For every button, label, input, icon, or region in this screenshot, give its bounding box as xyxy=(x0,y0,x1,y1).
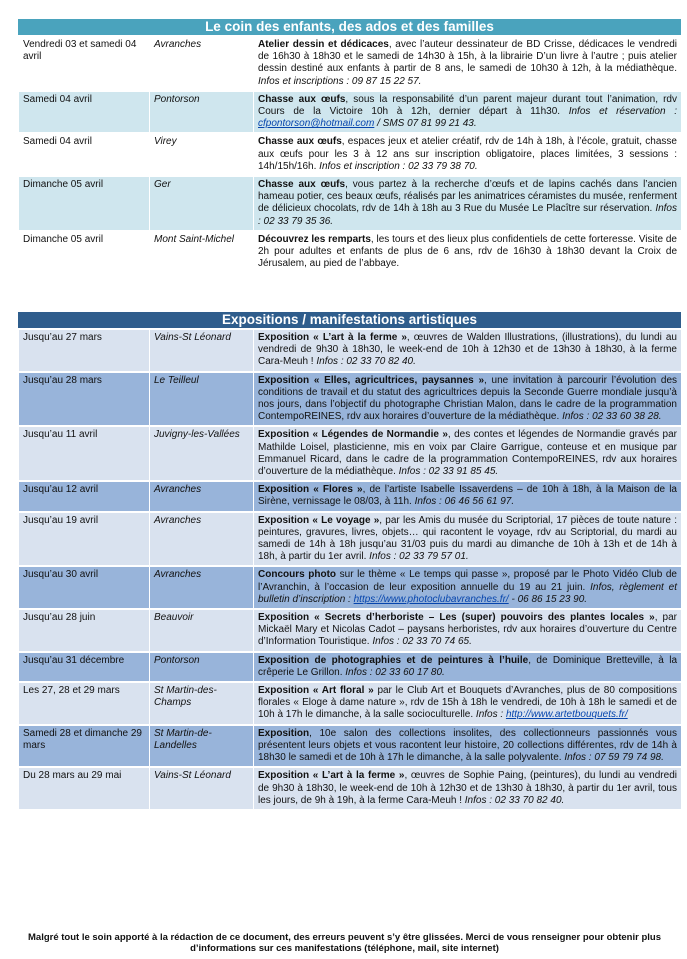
event-title: Découvrez les remparts xyxy=(258,233,371,245)
event-row xyxy=(19,512,682,567)
event-place: Vains-St Léonard xyxy=(150,767,254,809)
section-expositions xyxy=(18,312,681,809)
event-description xyxy=(254,767,682,809)
event-text: , de l’artiste Isabelle Issaverdens – de 10h à 18h, à la Maison de la Sirène, vernissage le 08/03, à 11h. xyxy=(258,484,677,508)
event-info: Infos : 02 33 60 38 28. xyxy=(562,411,662,423)
event-title: Exposition « L’art à la ferme » xyxy=(258,332,407,343)
event-place: St Martin-de-Landelles xyxy=(150,725,254,768)
event-place: Mont Saint-Michel xyxy=(150,231,254,273)
event-place: Le Teilleul xyxy=(150,372,254,427)
event-place: St Martin-des-Champs xyxy=(150,682,254,725)
event-info: Infos : 06 46 56 61 97. xyxy=(414,496,515,508)
event-info-extra: / SMS 07 81 99 21 43. xyxy=(374,118,477,130)
event-title: Chasse aux œufs xyxy=(258,136,342,148)
event-description xyxy=(254,512,682,567)
event-info: Infos : xyxy=(475,709,506,721)
event-description xyxy=(254,481,682,511)
event-text: , par Mickaël Mary et Nicolas Cadot – paysans herboristes, rdv aux horaires d’ouverture du Centre d’Information Touristique. xyxy=(258,612,677,648)
event-row xyxy=(19,176,682,231)
event-text: , œuvres de Sophie Paing, (peintures), du lundi au vendredi de 9h30 à 18h30, le week-end de 10h à 12h30 et de 13h30 à 18h30, à partir du 1er avril, tous les jours, de 9h à 19h, à la ferme Cara-Meuh ! xyxy=(258,770,677,806)
event-title: Exposition « L’art à la ferme » xyxy=(258,770,405,782)
event-date: Jusqu’au 28 mars xyxy=(19,372,150,427)
section-title-expositions: Expositions / manifestations artistiques xyxy=(18,312,681,328)
event-info: Infos et inscription : 02 33 79 38 70. xyxy=(319,160,478,172)
event-date: Dimanche 05 avril xyxy=(19,231,150,273)
event-place: Pontorson xyxy=(150,91,254,134)
event-date: Jusqu’au 28 juin xyxy=(19,609,150,652)
event-description xyxy=(254,725,682,768)
event-description xyxy=(254,426,682,481)
disclaimer-footer: Malgré tout le soin apporté à la rédaction de ce document, des erreurs peuvent s’y être glissées. Merci de vous renseigner pour obtenir plus d’informations sur ces manifestations (téléphone, mail, site internet) xyxy=(28,932,661,954)
event-description xyxy=(254,652,682,682)
event-date: Jusqu’au 30 avril xyxy=(19,566,150,609)
event-info: Infos : 02 33 70 82 40. xyxy=(464,794,565,806)
event-text: , de Dominique Bretteville, à la crêperie Le Grillon. xyxy=(258,654,678,678)
event-link[interactable]: http://www.artetbouquets.fr/ xyxy=(505,709,628,721)
event-text: sur le thème « Le temps qui passe », proposé par le Photo Vidéo Club de l’Avranchin, à l’occasion de leur exposition annuelle du 19 au 21 juin. xyxy=(258,569,677,593)
event-date: Jusqu’au 31 décembre xyxy=(19,652,150,682)
event-info: Infos : 02 33 91 85 45. xyxy=(398,466,499,478)
event-date: Jusqu’au 12 avril xyxy=(19,481,150,511)
event-title: Exposition « Légendes de Normandie » xyxy=(258,429,448,441)
event-place: Juvigny-les-Vallées xyxy=(150,426,254,481)
event-place: Avranches xyxy=(150,36,254,91)
event-title: Exposition « Flores » xyxy=(258,484,363,496)
event-link[interactable]: https://www.photoclubavranches.fr/ xyxy=(353,593,509,605)
event-info: Infos et inscriptions : 09 87 15 22 57. xyxy=(258,75,422,87)
event-row xyxy=(19,609,682,652)
event-info: Infos : 02 33 79 35 36. xyxy=(258,203,677,227)
event-row xyxy=(19,767,682,809)
event-description xyxy=(254,372,682,427)
event-place: Avranches xyxy=(150,512,254,567)
event-text: , vous partez à la recherche d’œufs et de lapins cachés dans l’ancien hameau potier, ces beaux œufs, réalisés par les animatrices céramistes du musée, renferment de délicieux chocolats, rdv de 14h à 18h au 3 Rue du Musée Le Placître sur réservation. xyxy=(258,179,677,215)
event-place: Beauvoir xyxy=(150,609,254,652)
event-text: , des contes et légendes de Normandie gravés par Mathilde Loisel, plasticienne, mis en voix par Claire Garrigue, conteuse et en musique par Emmanuel Ricard, dans le cadre de la programmation ContempoREINES, rdv aux horaires d’ouverture de la médiathèque. xyxy=(258,429,677,478)
event-description xyxy=(254,36,682,91)
event-info: Infos : 02 33 70 74 65. xyxy=(372,636,472,648)
event-text: , espaces jeux et atelier créatif, rdv de 14h à 18h, à l’école, gratuit, chasse aux œufs pour les 3 à 12 ans sur inscription obligatoire, places limitées, 3 sessions : 14h/15h/16h. xyxy=(258,136,677,172)
event-date: Du 28 mars au 29 mai xyxy=(19,767,150,809)
event-title: Chasse aux œufs xyxy=(258,93,346,105)
event-description xyxy=(254,176,682,231)
event-description xyxy=(254,566,682,609)
event-text: , avec l’auteur dessinateur de BD Crisse, dédicaces le vendredi de 16h30 à 18h30 et le samedi de 14h30 à 15h, à la librairie D’un livre à l’autre ; puis atelier dessin destiné aux enfants à partir de 8 ans, le samedi de 10h30 à 12h, à la médiathèque. xyxy=(258,39,677,75)
event-date: Vendredi 03 et samedi 04 avril xyxy=(19,36,150,91)
event-title: Exposition « Secrets d’herboriste – Les (super) pouvoirs des plantes locales » xyxy=(258,612,655,624)
event-date: Samedi 04 avril xyxy=(19,133,150,176)
event-row xyxy=(19,133,682,176)
event-date: Jusqu’au 27 mars xyxy=(19,329,150,372)
event-description xyxy=(254,329,682,372)
event-row xyxy=(19,566,682,609)
event-date: Samedi 04 avril xyxy=(19,91,150,134)
event-info: Infos : 02 33 79 57 01. xyxy=(369,551,469,563)
event-info-extra: - 06 86 15 23 90. xyxy=(508,593,588,605)
event-text: , œuvres de Walden Illustrations, (illustrations), du lundi au vendredi de 9h30 à 18h30, le week-end de 10h à 12h30 et de 13h30 à 18h30, à la ferme Cara-Meuh ! xyxy=(258,332,677,368)
event-row xyxy=(19,231,682,273)
event-row xyxy=(19,682,682,725)
event-row xyxy=(19,91,682,134)
event-link[interactable]: cfpontorson@hotmail.com xyxy=(258,118,375,130)
event-place: Vains-St Léonard xyxy=(150,329,254,372)
event-row xyxy=(19,481,682,511)
event-info: Infos : 02 33 70 82 40. xyxy=(316,356,416,368)
event-info: Infos : 07 59 79 74 98. xyxy=(564,752,664,764)
event-date: Les 27, 28 et 29 mars xyxy=(19,682,150,725)
event-description xyxy=(254,609,682,652)
event-description xyxy=(254,133,682,176)
event-info: Infos, règlement et bulletin d’inscription : xyxy=(258,581,677,605)
event-text: , une invitation à parcourir l’évolution des conditions de travail et du statut des agricultrices depuis la Seconde Guerre mondiale jusqu’à nos jours, dans l’objectif du photographe Christian Malon, dans le cadre de la programmation ContempoREINES, rdv aux horaires d’ouverture de la médiathèque. xyxy=(258,374,678,423)
event-row xyxy=(19,36,682,91)
event-text: par le Club Art et Bouquets d’Avranches, plus de 80 compositions florales « Eloge à dame nature », rdv de 15h à 18h le vendredi, de 10h à 18h le samedi et de 10h à 17h le dimanche, à la salle socioculturelle. xyxy=(258,685,677,721)
events-table-enfants xyxy=(18,35,681,272)
event-info: Infos : 02 33 60 17 80. xyxy=(345,666,445,678)
event-description xyxy=(254,231,682,273)
section-enfants xyxy=(18,19,681,272)
event-text: , les tours et des lieux plus confidentiels de cette forteresse. Visite de 2h pour adultes et enfants de plus de 6 ans, rdv de 16h30 à 18h30 devant la Croix de Jérusalem, au pied de l’abbaye. xyxy=(258,233,677,270)
event-title: Exposition « Elles, agricultrices, paysannes » xyxy=(258,374,485,386)
event-row xyxy=(19,426,682,481)
event-title: Exposition « Art floral » xyxy=(258,685,374,697)
event-row xyxy=(19,652,682,682)
event-date: Samedi 28 et dimanche 29 mars xyxy=(19,725,150,768)
events-table-expositions xyxy=(18,328,681,809)
event-place: Ger xyxy=(150,176,254,231)
event-place: Virey xyxy=(150,133,254,176)
event-text: , sous la responsabilité d’un parent majeur durant tout l’animation, rdv Cours de la Victoire 10h à 12h, dernier départ à 11h30. xyxy=(258,93,677,118)
event-text: , 10e salon des collections insolites, des collectionneurs passionnés vous présentent leurs objets et vous racontent leur histoire, 20 collections différentes, rdv de 14h à 18h30 le samedi et de 10h à 17h le dimanche, à la salle polyvalente. xyxy=(258,727,677,764)
event-description xyxy=(254,91,682,134)
event-date: Dimanche 05 avril xyxy=(19,176,150,231)
section-title-enfants: Le coin des enfants, des ados et des familles xyxy=(18,19,681,35)
event-place: Avranches xyxy=(150,566,254,609)
event-text: , par les Amis du musée du Scriptorial, 17 pièces de toute nature : peintures, gravures, livres, objets… qui racontent le voyage, rdv au Scriptorial, du mardi au samedi de 14h à 18h jusqu’au 31/03 puis du mardi au dimanche de 10h à 13h et de 14h à 18h, à partir du 1er avril. xyxy=(258,514,678,563)
event-place: Pontorson xyxy=(150,652,254,682)
event-row xyxy=(19,329,682,372)
event-title: Chasse aux œufs xyxy=(258,179,346,191)
event-title: Exposition « Le voyage » xyxy=(258,514,380,526)
event-title: Exposition xyxy=(258,727,310,739)
event-place: Avranches xyxy=(150,481,254,511)
event-row xyxy=(19,725,682,768)
event-description xyxy=(254,682,682,725)
event-date: Jusqu’au 19 avril xyxy=(19,512,150,567)
event-info: Infos et réservation : xyxy=(568,106,677,118)
event-title: Exposition de photographies et de peintures à l’huile xyxy=(258,654,529,666)
event-title: Concours photo xyxy=(258,569,337,581)
event-date: Jusqu’au 11 avril xyxy=(19,426,150,481)
event-row xyxy=(19,372,682,427)
event-title: Atelier dessin et dédicaces xyxy=(258,39,389,50)
